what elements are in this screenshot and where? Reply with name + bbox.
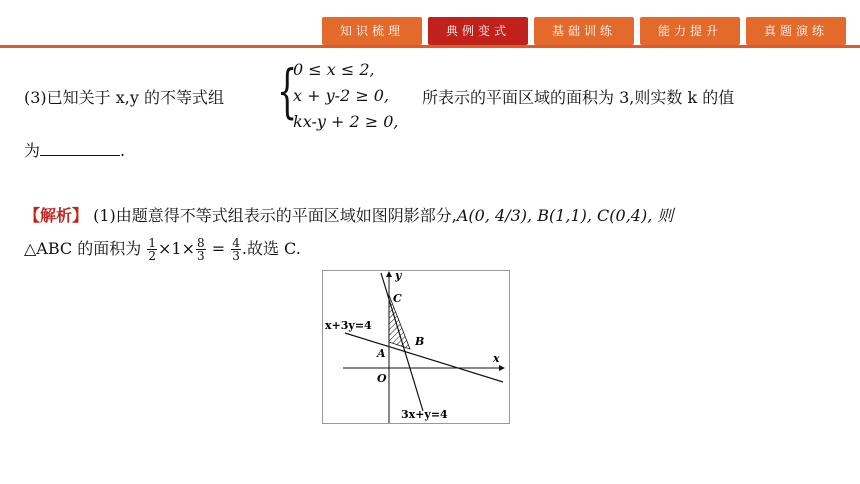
coordinate-diagram (323, 271, 509, 423)
tab-real-exam-practice[interactable]: 真题演练 (746, 17, 846, 45)
tab-basic-training[interactable]: 基础训练 (534, 17, 634, 45)
tab-typical-examples[interactable]: 典例变式 (428, 17, 528, 45)
area-suffix: .故选 C. (241, 239, 301, 258)
solution-points: A(0, 4/3), B(1,1), C(0,4), 则 (456, 206, 674, 225)
label-c: C (393, 292, 402, 305)
y-axis-arrow (386, 271, 392, 277)
times-text: ×1× (157, 239, 195, 258)
problem-suffix: 所表示的平面区域的面积为 3,则实数 k 的值 (422, 88, 735, 107)
equals-sign: = (211, 239, 226, 258)
area-prefix: △ABC 的面积为 (24, 239, 142, 258)
fraction-eight-thirds: $\frac{8}{3}$ (196, 236, 205, 263)
tab-knowledge-review[interactable]: 知识梳理 (322, 17, 422, 45)
answer-blank (40, 139, 120, 156)
solution-line-1 (24, 205, 673, 227)
solution-main: (1)由题意得不等式组表示的平面区域如图阴影部分, (93, 206, 457, 225)
region-figure (322, 270, 510, 424)
label-line-x-plus-3y: x+3y=4 (325, 319, 372, 332)
system-line-1: 0 ≤ x ≤ 2, (293, 60, 375, 79)
label-a: A (377, 347, 386, 360)
label-line-3x-plus-y: 3x+y=4 (401, 408, 448, 421)
label-y: y (395, 271, 402, 282)
fraction-one-half: $\frac{1}{2}$ (148, 236, 156, 263)
label-x: x (493, 352, 500, 365)
system-line-3: kx-y + 2 ≥ 0, (293, 112, 399, 131)
label-o: O (377, 372, 387, 385)
header-divider (0, 45, 860, 48)
problem-line-2 (24, 139, 125, 162)
x-axis-arrow (499, 365, 505, 371)
solution-tag: 【解析】 (24, 206, 89, 225)
answer-suffix: . (120, 141, 126, 160)
tab-ability-improvement[interactable]: 能力提升 (640, 17, 740, 45)
system-brace: { (277, 57, 298, 125)
label-b: B (415, 335, 425, 348)
system-line-2: x + y-2 ≥ 0, (293, 86, 390, 105)
solution-line-2 (24, 237, 301, 262)
answer-prefix: 为 (24, 141, 41, 160)
fraction-four-thirds: $\frac{4}{3}$ (232, 236, 240, 263)
problem-prefix: (3)已知关于 x,y 的不等式组 (24, 88, 224, 107)
